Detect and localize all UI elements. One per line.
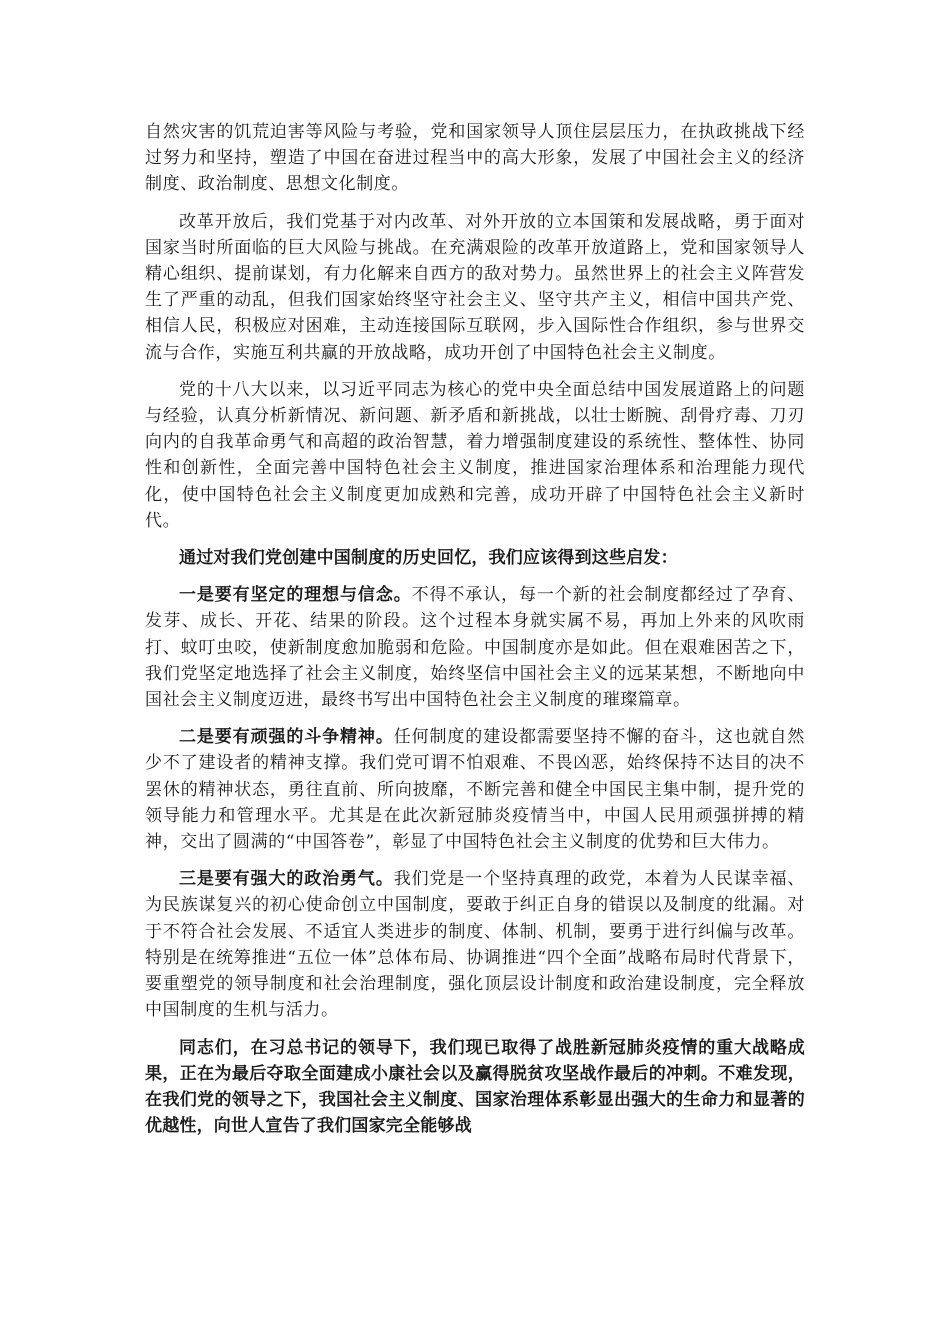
section-heading: 通过对我们党创建中国制度的历史回忆，我们应该得到这些启发： <box>179 548 678 569</box>
document-page <box>145 119 805 1139</box>
paragraph-reform-opening: 改革开放后，我们党基于对内改革、对外开放的立本国策和发展战略，勇于面对国家当时所面临的巨大风险与挑战。在充满艰险的改革开放道路上，党和国家领导人精心组织、提前谋划，有力化解来自西方的敌对势力。虽然世界上的社会主义阵营发生了严重的动乱，但我们国家始终坚守社会主义、坚守共产主义，相信中国共产党、相信人民，积极应对困难，主动连接国际互联网，步入国际性合作组织，参与世界交流与合作，实施互利共赢的开放战略，成功开创了中国特色社会主义制度。 <box>145 211 805 363</box>
point-body: 不得不承认，每一个新的社会制度都经过了孕育、发芽、成长、开花、结果的阶段。这个过程本身就实属不易，再加上外来的风吹雨打、蚊叮虫咬，使新制度愈加脆弱和危险。中国制度亦是如此。但在艰难困苦之下，我们党坚定地选择了社会主义制度，始终坚信中国社会主义的远某某想，不断地向中国社会主义制度迈进，最终书写出中国特色社会主义制度的璀璨篇章。 <box>145 585 805 711</box>
point-lead: 三是要有强大的政治勇气。 <box>179 869 394 890</box>
point-political-courage <box>145 866 805 1023</box>
point-lead: 一是要有坚定的理想与信念。 <box>179 585 412 606</box>
point-struggle-spirit <box>145 724 805 855</box>
point-ideals-beliefs <box>145 582 805 713</box>
paragraph-continuation: 自然灾害的饥荒迫害等风险与考验，党和国家领导人顶住层层压力，在执政挑战下经过努力和坚持，塑造了中国在奋进过程当中的高大形象，发展了中国社会主义的经济制度、政治制度、思想文化制度。 <box>145 122 805 195</box>
closing-paragraph: 同志们，在习总书记的领导下，我们现已取得了战胜新冠肺炎疫情的重大战略成果，正在为最后夺取全面建成小康社会以及赢得脱贫攻坚战作最后的冲刺。不难发现，在我们党的领导之下，我国社会主义制度、国家治理体系彰显出强大的生命力和显著的优越性，向世人宣告了我们国家完全能够战 <box>145 1037 805 1137</box>
point-lead: 二是要有顽强的斗争精神。 <box>179 727 394 748</box>
point-body: 任何制度的建设都需要坚持不懈的奋斗，这也就自然少不了建设者的精神支撑。我们党可谓不怕艰难、不畏凶恶，始终保持不达目的决不罢休的精神状态，勇往直前、所向披靡，不断完善和健全中国民主集中制，提升党的领导能力和管理水平。尤其是在此次新冠肺炎疫情当中，中国人民用顽强拼搏的精神，交出了圆满的“中国答卷”，彰显了中国特色社会主义制度的优势和巨大伟力。 <box>145 727 805 853</box>
point-body: 我们党是一个坚持真理的政党，本着为人民谋幸福、为民族谋复兴的初心使命创立中国制度，要敢于纠正自身的错误以及制度的纰漏。对于不符合社会发展、不适宜人类进步的制度、体制、机制，要勇于进行纠偏与改革。特别是在统筹推进“五位一体”总体布局、协调推进“四个全面”战略布局时代背景下，要重塑党的领导制度和社会治理制度，强化顶层设计制度和政治建设制度，完全释放中国制度的生机与活力。 <box>145 869 805 1021</box>
paragraph-eighteenth-congress: 党的十八大以来，以习近平同志为核心的党中央全面总结中国发展道路上的问题与经验，认真分析新情况、新问题、新矛盾和新挑战，以壮士断腕、刮骨疗毒、刀刃向内的自我革命勇气和高超的政治智慧，着力增强制度建设的系统性、整体性、协同性和创新性，全面完善中国特色社会主义制度，推进国家治理体系和治理能力现代化，使中国特色社会主义制度更加成熟和完善，成功开辟了中国特色社会主义新时代。 <box>145 379 805 531</box>
